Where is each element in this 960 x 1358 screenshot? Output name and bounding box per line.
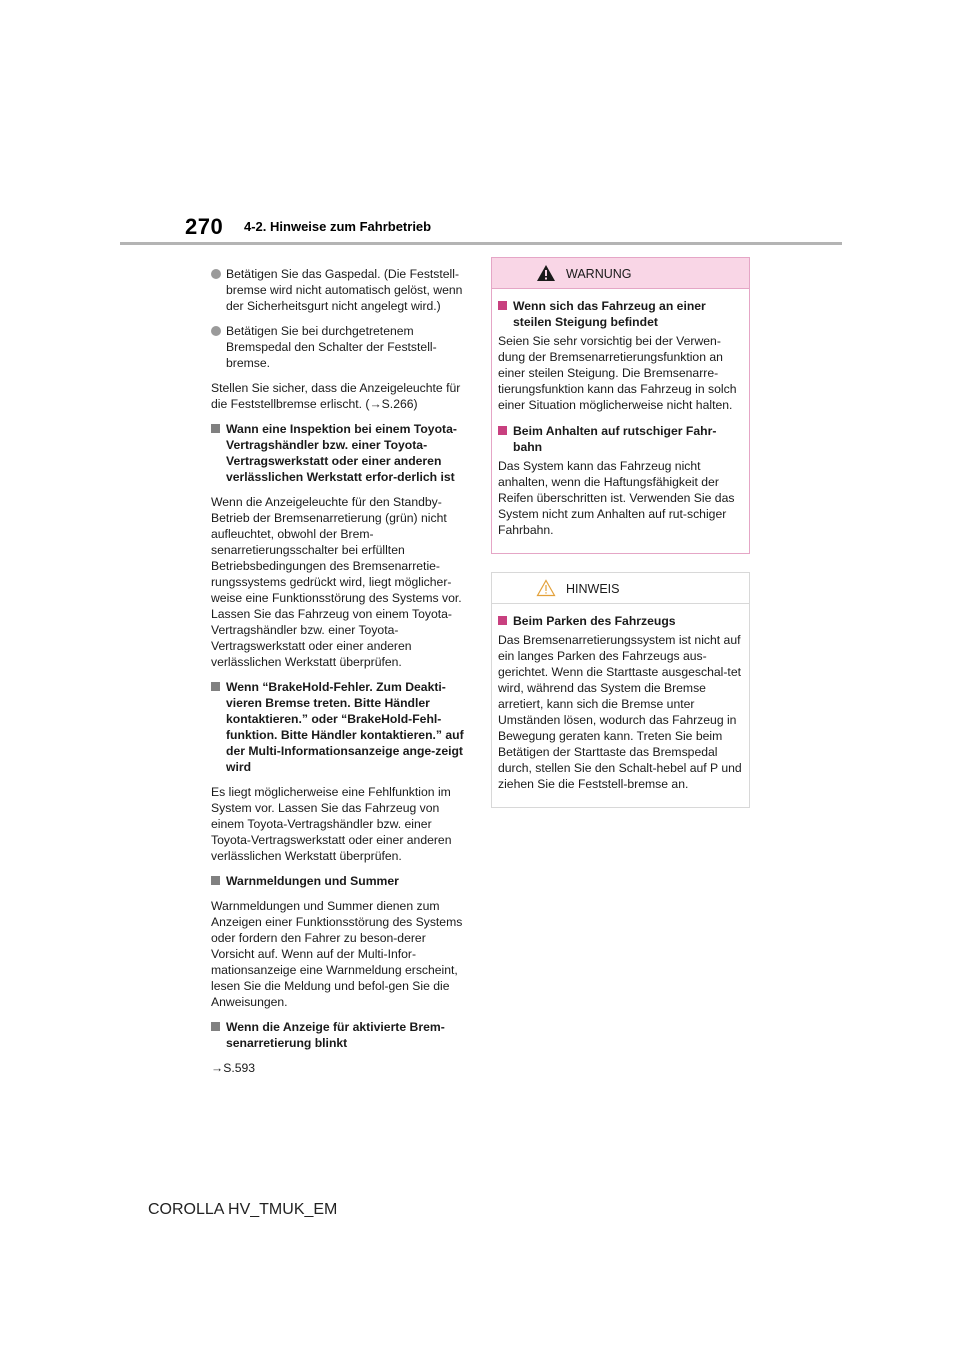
warning-text: Seien Sie sehr vorsichtig bei der Verwen-dung der Bremsenarretierungsfunktion an einer steilen Steigung. Die Bremsenarre-tierungsfunktion kann das Fahrzeug in solch einer Situation möglicherweise nicht halten. [498,334,737,412]
section-text: Es liegt möglicherweise eine Fehlfunktion im System vor. Lassen Sie das Fahrzeug von einem Toyota-Vertragshändler bzw. einer Toyota-Vertragswerkstatt oder einer anderen verlässlichen Werkstatt überprüfen. [211,785,452,863]
footer-model: COROLLA HV_TMUK_EM [148,1201,338,1218]
bullet-dot-icon [211,326,221,336]
bullet-item [211,323,471,371]
section-heading: Warnmeldungen und Summer [211,873,471,889]
note-box-title: HINWEIS [566,582,620,596]
square-bullet-icon [211,682,220,691]
note-text: Das Bremsenarretierungssystem ist nicht auf ein langes Parken des Fahrzeugs aus-gerichtet. Wenn die Starttaste ausgeschal-tet wird, während das System die Bremse arretiert, kann sich die Bremse unter Umständen lösen, wodurch das Fahrzeug in Bewegung geraten kann. Treten Sie beim Betätigen der Starttaste das Bremspedal durch, stellen Sie den Schalt-hebel auf P und ziehen Sie die Feststell-bremse an. [498,633,742,791]
bullet-dot-icon [211,269,221,279]
section-heading: Wann eine Inspektion bei einem Toyota-Vertragshändler bzw. einer Toyota-Vertragswerkstatt oder einer anderen verlässlichen Werkstatt erfor-derlich ist [211,421,471,485]
square-bullet-icon [211,876,220,885]
body-text: Stellen Sie sicher, dass die Anzeigeleuchte für die Feststellbremse erlischt. (→S.266) [211,381,461,411]
section-text: →S.593 [211,1061,256,1075]
square-bullet-icon [498,426,507,435]
square-bullet-icon [498,616,507,625]
warning-box-body [492,289,749,538]
bullet-text: Betätigen Sie das Gaspedal. (Die Feststell-bremse wird nicht automatisch gelöst, wenn der Sicherheitsgurt nicht angelegt wird.) [226,267,463,313]
note-box [491,572,750,808]
page-header [0,0,960,250]
square-bullet-icon [211,424,220,433]
section-text: Wenn die Anzeigeleuchte für den Standby-Betrieb der Bremsenarretierung (grün) nicht aufleuchtet, obwohl der Brem-senarretierungsschalter bei erfüllten Betriebsbedingungen des Bremsenarretie-rungssystems gedrückt wird, liegt möglicher-weise eine Funktionsstörung des Systems vor. Lassen Sie das Fahrzeug von einem Toyota-Vertragshändler bzw. einer Toyota-Vertragswerkstatt oder einer anderen verlässlichen Werkstatt überprüfen. [211,495,462,669]
warning-text: Das System kann das Fahrzeug nicht anhalten, wenn die Haftungsfähigkeit der Reifen überschritten ist. Verwenden Sie das System nicht zum Anhalten auf rut-schiger Fahrbahn. [498,459,735,537]
note-box-header [492,573,749,604]
warning-box-header [492,258,749,289]
section-heading: Wenn “BrakeHold-Fehler. Zum Deakti-vieren Bremse treten. Bitte Händler kontaktieren.” oder “BrakeHold-Fehl-funktion. Bitte Händler kontaktieren.” auf der Multi-Informationsanzeige ange-zeigt wird [211,679,471,775]
bullet-text: Betätigen Sie bei durchgetretenem Bremspedal den Schalter der Feststell-bremse. [226,324,437,370]
page-number: 270 [185,214,224,239]
section-heading: Wenn die Anzeige für aktivierte Brem-senarretierung blinkt [211,1019,471,1051]
warning-heading: Wenn sich das Fahrzeug an einer steilen Steigung befindet [498,298,743,330]
warning-heading: Beim Anhalten auf rutschiger Fahr-bahn [498,423,743,455]
warning-triangle-icon [536,264,556,282]
square-bullet-icon [498,301,507,310]
left-column [211,266,471,1085]
section-title: 4-2. Hinweise zum Fahrbetrieb [244,219,432,234]
note-box-body [492,604,749,792]
section-text: Warnmeldungen und Summer dienen zum Anzeigen einer Funktionsstörung des Systems oder fordern den Fahrer zu beson-derer Vorsicht auf. Wenn auf der Multi-Infor-mationsanzeige eine Warnmeldung erscheint, lesen Sie die Meldung und befol-gen Sie die Anweisungen. [211,899,463,1009]
header-rule [120,242,842,245]
note-heading: Beim Parken des Fahrzeugs [498,613,743,629]
square-bullet-icon [211,1022,220,1031]
bullet-item [211,266,471,314]
warning-box [491,257,750,554]
caution-triangle-icon [536,579,556,597]
warning-box-title: WARNUNG [566,267,632,281]
